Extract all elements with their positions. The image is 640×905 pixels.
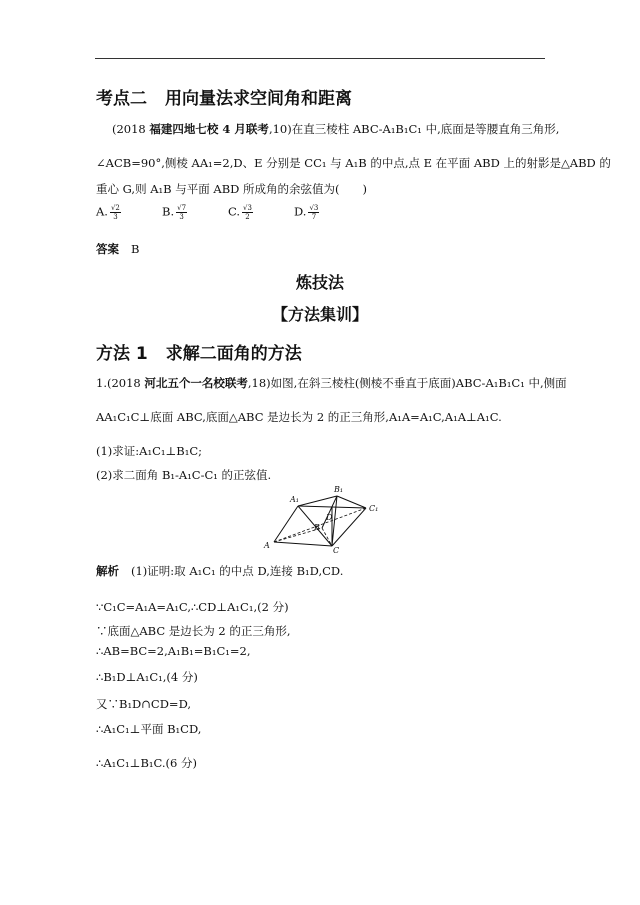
- option-c: C. $\frac{√3}{2}$: [228, 204, 252, 221]
- solution-line3: ∵底面△ABC 是边长为 2 的正三角形,: [96, 624, 291, 638]
- prism-figure: [262, 484, 392, 554]
- solution-line4: ∴AB=BC=2,A₁B₁=B₁C₁=2,: [96, 644, 251, 658]
- fraction: $\frac{√7}{3}$: [177, 204, 187, 221]
- problem1-line1: (2018 福建四地七校 4 月联考,10)在直三棱柱 ABC-A₁B₁C₁ 中,底面是等腰直角三角形,: [112, 122, 560, 136]
- problem1-source: 福建四地七校 4 月联考: [149, 122, 269, 136]
- method-label: 方法 1: [96, 344, 148, 364]
- solution-line1: 解析 (1)证明:取 A₁C₁ 的中点 D,连接 B₁D,CD.: [96, 564, 344, 578]
- hidden-edge-a-c1: [274, 508, 366, 542]
- section-label: 考点二: [96, 89, 147, 109]
- answer-row: [96, 242, 139, 256]
- problem1-line3: 重心 G,则 A₁B 与平面 ABD 所成角的余弦值为( ): [96, 182, 368, 196]
- solution-label: 解析: [96, 564, 119, 578]
- edge-b1-c: [332, 496, 337, 546]
- solution-line7: ∴A₁C₁⊥平面 B₁CD,: [96, 722, 202, 736]
- edge-a-a1: [274, 506, 298, 542]
- edge-a1-b1: [298, 496, 337, 506]
- problem2-source: 河北五个一名校联考: [144, 376, 248, 390]
- problem2-line1: 1.(2018 河北五个一名校联考,18)如图,在斜三棱柱(侧棱不垂直于底面)ABC-A₁B₁C₁ 中,侧面: [96, 376, 567, 390]
- problem2-part1: (1)求证:A₁C₁⊥B₁C;: [96, 444, 203, 458]
- label-b1: B₁: [334, 485, 344, 494]
- header-rule: [95, 58, 545, 59]
- section-heading: [96, 84, 352, 109]
- fraction: $\frac{√2}{3}$: [110, 204, 120, 221]
- label-c: C: [333, 546, 340, 554]
- label-d: D: [326, 513, 333, 522]
- method-heading: [96, 339, 302, 364]
- option-d: D. $\frac{√3}{7}$: [294, 204, 319, 221]
- method-title: 求解二面角的方法: [165, 344, 302, 364]
- answer-label: 答案: [96, 242, 119, 256]
- option-b: B. $\frac{√7}{3}$: [162, 204, 187, 221]
- problem1-line2: ∠ACB=90°,侧棱 AA₁=2,D、E 分别是 CC₁ 与 A₁B 的中点,点 E 在平面 ABD 上的射影是△ABD 的: [96, 156, 611, 170]
- problem2-part2: (2)求二面角 B₁-A₁C-C₁ 的正弦值.: [96, 468, 272, 482]
- problem2-line2: AA₁C₁C⊥底面 ABC,底面△ABC 是边长为 2 的正三角形,A₁A=A₁C,A₁A⊥A₁C.: [96, 410, 502, 424]
- solution-line8: ∴A₁C₁⊥B₁C.(6 分): [96, 756, 198, 770]
- fraction: $\frac{√3}{7}$: [309, 204, 319, 221]
- solution-line2: ∵C₁C=A₁A=A₁C,∴CD⊥A₁C₁,(2 分): [96, 600, 289, 614]
- solution-line6: 又∵B₁D∩CD=D,: [96, 697, 192, 711]
- option-a: A. $\frac{√2}{3}$: [96, 204, 120, 221]
- practice-title: 炼技法: [295, 273, 344, 292]
- fraction: $\frac{√3}{2}$: [243, 204, 252, 221]
- edge-a-c: [274, 542, 332, 546]
- edge-b1-c1: [337, 496, 366, 508]
- answer-value: B: [131, 242, 140, 256]
- label-b: B: [314, 523, 320, 532]
- label-a: A: [264, 541, 270, 550]
- edge-c1-c: [332, 508, 366, 546]
- solution-line5: ∴B₁D⊥A₁C₁,(4 分): [96, 670, 198, 684]
- hidden-edge-b-c: [322, 528, 332, 546]
- section-title: 用向量法求空间角和距离: [165, 89, 352, 109]
- method-collection-title: 【方法集训】: [271, 305, 368, 324]
- label-a1: A₁: [290, 495, 299, 504]
- label-c1: C₁: [369, 504, 379, 513]
